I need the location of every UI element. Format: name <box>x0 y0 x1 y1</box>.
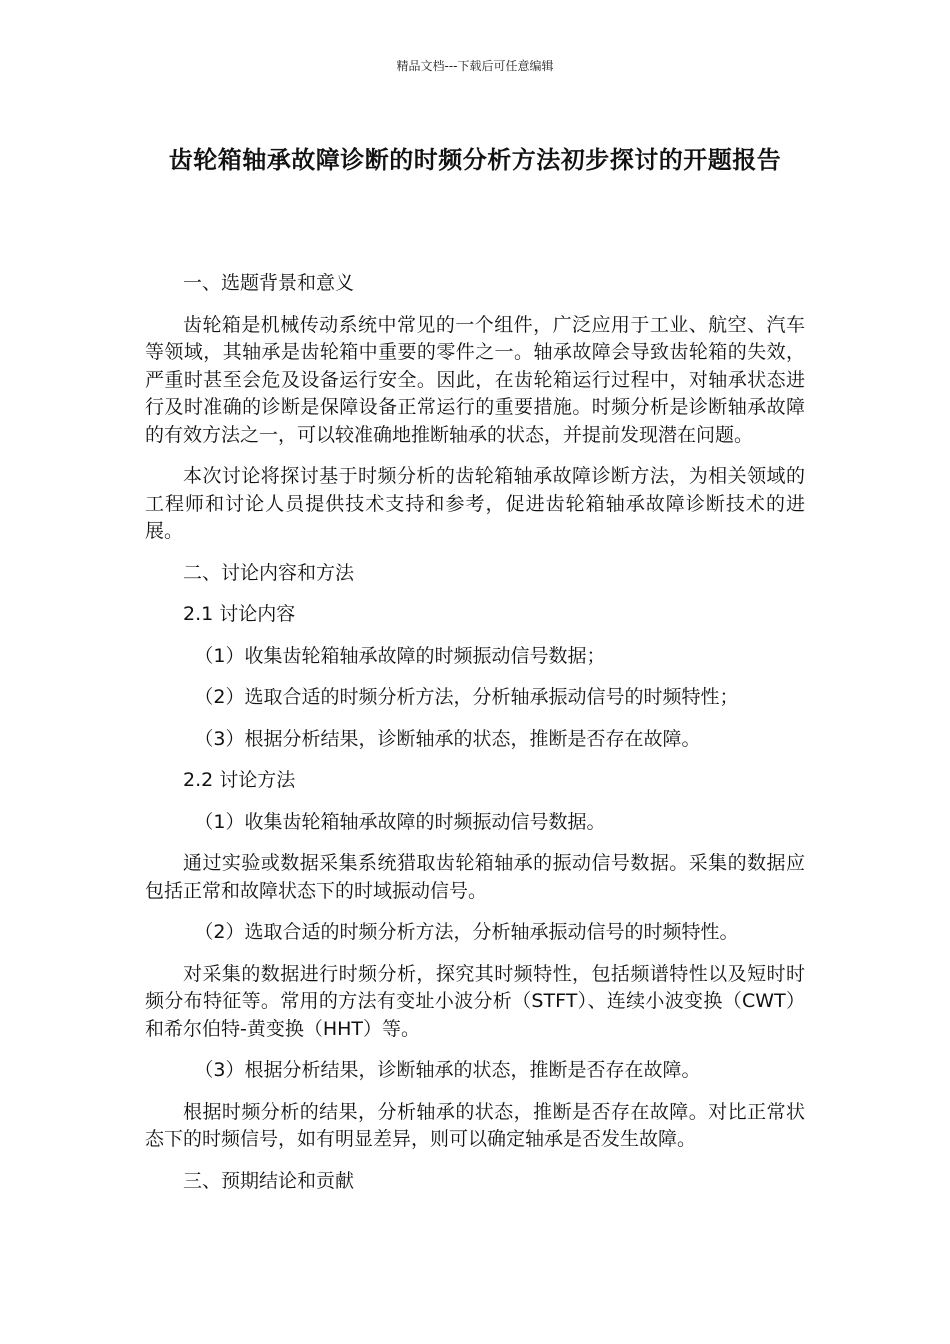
section-2-2-paragraph-3: 根据时频分析的结果，分析轴承的状态，推断是否存在故障。对比正常状态下的时频信号，如有明显差异，则可以确定轴承是否发生故障。 <box>145 1100 805 1150</box>
section-2-2-item-2: （2）选取合适的时频分析方法，分析轴承振动信号的时频特性。 <box>194 921 739 943</box>
section-2-1-item-3: （3）根据分析结果，诊断轴承的状态，推断是否存在故障。 <box>194 727 701 750</box>
document-title: 齿轮箱轴承故障诊断的时频分析方法初步探讨的开题报告 <box>168 146 782 174</box>
section-2-1-item-2: （2）选取合适的时频分析方法，分析轴承振动信号的时频特性； <box>194 686 739 708</box>
section-1-paragraph-1: 齿轮箱是机械传动系统中常见的一个组件，广泛应用于工业、航空、汽车等领域，其轴承是齿轮箱中重要的零件之一。轴承故障会导致齿轮箱的失效，严重时甚至会危及设备运行安全。因此，在齿轮箱运行过程中，对轴承状态进行及时准确的诊断是保障设备正常运行的重要措施。时频分析是诊断轴承故障的有效方法之一，可以较准确地推断轴承的状态，并提前发现潜在问题。 <box>145 313 805 446</box>
section-3-heading: 三、预期结论和贡献 <box>183 1169 355 1192</box>
section-1-paragraph-2: 本次讨论将探讨基于时频分析的齿轮箱轴承故障诊断方法，为相关领域的工程师和讨论人员提供技术支持和参考，促进齿轮箱轴承故障诊断技术的进展。 <box>145 465 805 542</box>
section-2-2-item-3: （3）根据分析结果，诊断轴承的状态，推断是否存在故障。 <box>194 1059 701 1081</box>
document-body <box>145 270 805 1209</box>
section-2-2-item-1: （1）收集齿轮箱轴承故障的时频振动信号数据。 <box>194 810 606 833</box>
section-2-1-heading: 2.1 讨论内容 <box>183 603 296 625</box>
header-note: 精品文档---下载后可任意编辑 <box>396 59 554 73</box>
section-2-1-item-1: （1）收集齿轮箱轴承故障的时频振动信号数据； <box>194 644 606 667</box>
section-2-2-paragraph-1: 通过实验或数据采集系统猎取齿轮箱轴承的振动信号数据。采集的数据应包括正常和故障状态下的时域振动信号。 <box>145 852 805 902</box>
section-2-2-paragraph-2: 对采集的数据进行时频分析，探究其时频特性，包括频谱特性以及短时时频分布特征等。常用的方法有变址小波分析（STFT）、连续小波变换（CWT）和希尔伯特-黄变换（HHT）等。 <box>145 962 805 1040</box>
section-1-heading: 一、选题背景和意义 <box>183 272 355 294</box>
section-2-2-heading: 2.2 讨论方法 <box>183 769 296 791</box>
section-2-heading: 二、讨论内容和方法 <box>183 561 355 584</box>
